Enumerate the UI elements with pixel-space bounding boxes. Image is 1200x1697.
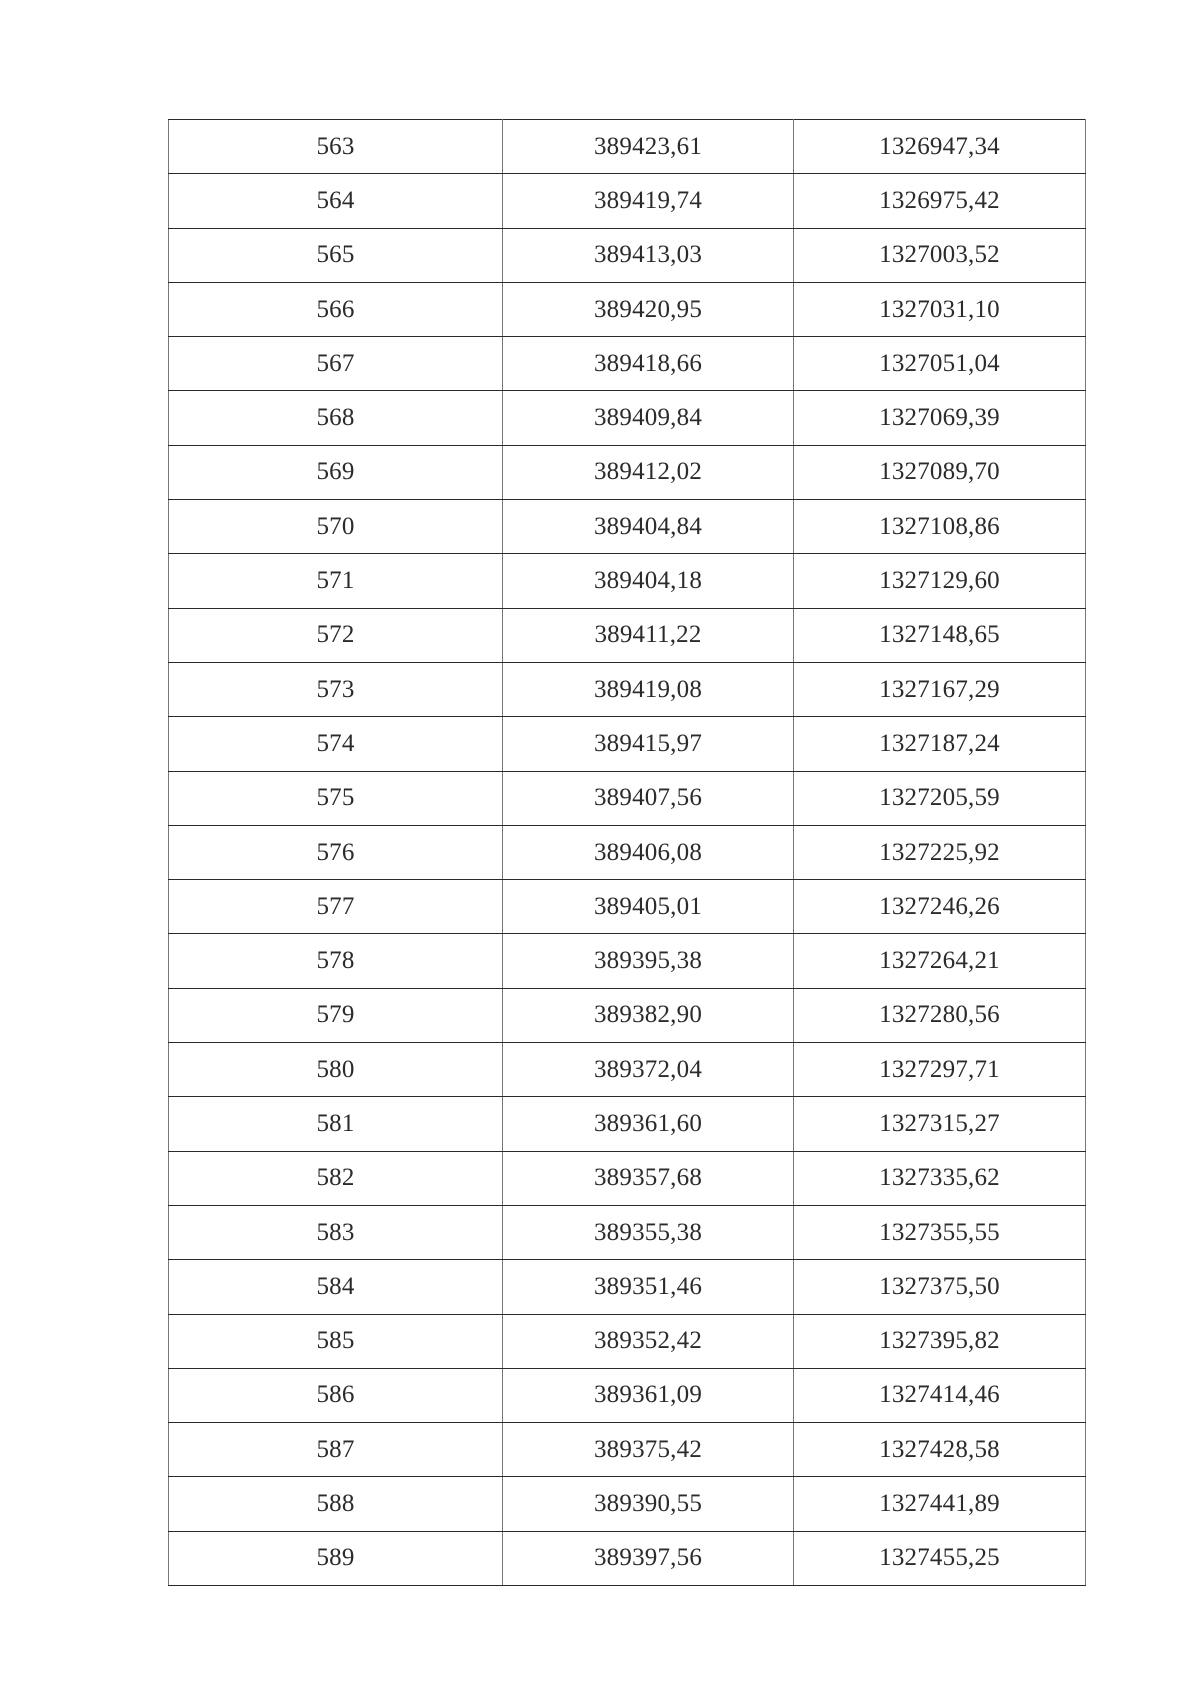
table-row (169, 282, 1086, 336)
point-number-cell: 563 (169, 120, 503, 174)
y-coordinate-cell: 1327428,58 (794, 1423, 1086, 1477)
x-coordinate-cell: 389361,60 (503, 1097, 794, 1151)
table-row (169, 391, 1086, 445)
y-coordinate-cell: 1327395,82 (794, 1314, 1086, 1368)
table-row (169, 662, 1086, 716)
point-number-cell: 584 (169, 1260, 503, 1314)
point-number-cell: 582 (169, 1151, 503, 1205)
table-row (169, 1477, 1086, 1531)
table-row (169, 717, 1086, 771)
point-number-cell: 585 (169, 1314, 503, 1368)
point-number-cell: 575 (169, 771, 503, 825)
point-number-cell: 569 (169, 445, 503, 499)
table-row (169, 1151, 1086, 1205)
x-coordinate-cell: 389357,68 (503, 1151, 794, 1205)
table-row (169, 1260, 1086, 1314)
y-coordinate-cell: 1327335,62 (794, 1151, 1086, 1205)
table-row (169, 337, 1086, 391)
x-coordinate-cell: 389352,42 (503, 1314, 794, 1368)
table-row (169, 174, 1086, 228)
point-number-cell: 588 (169, 1477, 503, 1531)
x-coordinate-cell: 389351,46 (503, 1260, 794, 1314)
point-number-cell: 580 (169, 1043, 503, 1097)
x-coordinate-cell: 389411,22 (503, 608, 794, 662)
y-coordinate-cell: 1327315,27 (794, 1097, 1086, 1151)
y-coordinate-cell: 1327051,04 (794, 337, 1086, 391)
y-coordinate-cell: 1327069,39 (794, 391, 1086, 445)
y-coordinate-cell: 1326947,34 (794, 120, 1086, 174)
table-row (169, 608, 1086, 662)
x-coordinate-cell: 389397,56 (503, 1531, 794, 1585)
y-coordinate-cell: 1327375,50 (794, 1260, 1086, 1314)
table-row (169, 880, 1086, 934)
point-number-cell: 566 (169, 282, 503, 336)
point-number-cell: 577 (169, 880, 503, 934)
point-number-cell: 589 (169, 1531, 503, 1585)
table-row (169, 1423, 1086, 1477)
y-coordinate-cell: 1327264,21 (794, 934, 1086, 988)
x-coordinate-cell: 389420,95 (503, 282, 794, 336)
y-coordinate-cell: 1327246,26 (794, 880, 1086, 934)
x-coordinate-cell: 389418,66 (503, 337, 794, 391)
point-number-cell: 567 (169, 337, 503, 391)
y-coordinate-cell: 1327414,46 (794, 1368, 1086, 1422)
point-number-cell: 579 (169, 988, 503, 1042)
y-coordinate-cell: 1327205,59 (794, 771, 1086, 825)
y-coordinate-cell: 1327148,65 (794, 608, 1086, 662)
x-coordinate-cell: 389395,38 (503, 934, 794, 988)
x-coordinate-cell: 389390,55 (503, 1477, 794, 1531)
x-coordinate-cell: 389413,03 (503, 228, 794, 282)
table-row (169, 1043, 1086, 1097)
point-number-cell: 564 (169, 174, 503, 228)
coordinates-table-body (169, 120, 1086, 1586)
x-coordinate-cell: 389412,02 (503, 445, 794, 499)
x-coordinate-cell: 389415,97 (503, 717, 794, 771)
table-row (169, 1205, 1086, 1259)
point-number-cell: 578 (169, 934, 503, 988)
x-coordinate-cell: 389404,84 (503, 500, 794, 554)
table-row (169, 771, 1086, 825)
point-number-cell: 576 (169, 825, 503, 879)
point-number-cell: 571 (169, 554, 503, 608)
x-coordinate-cell: 389361,09 (503, 1368, 794, 1422)
x-coordinate-cell: 389355,38 (503, 1205, 794, 1259)
x-coordinate-cell: 389419,08 (503, 662, 794, 716)
table-row (169, 934, 1086, 988)
table-row (169, 1531, 1086, 1585)
x-coordinate-cell: 389409,84 (503, 391, 794, 445)
table-row (169, 554, 1086, 608)
y-coordinate-cell: 1327280,56 (794, 988, 1086, 1042)
y-coordinate-cell: 1327003,52 (794, 228, 1086, 282)
point-number-cell: 574 (169, 717, 503, 771)
y-coordinate-cell: 1327455,25 (794, 1531, 1086, 1585)
point-number-cell: 570 (169, 500, 503, 554)
x-coordinate-cell: 389407,56 (503, 771, 794, 825)
y-coordinate-cell: 1327129,60 (794, 554, 1086, 608)
x-coordinate-cell: 389404,18 (503, 554, 794, 608)
x-coordinate-cell: 389419,74 (503, 174, 794, 228)
x-coordinate-cell: 389372,04 (503, 1043, 794, 1097)
point-number-cell: 568 (169, 391, 503, 445)
point-number-cell: 583 (169, 1205, 503, 1259)
y-coordinate-cell: 1327089,70 (794, 445, 1086, 499)
table-row (169, 1368, 1086, 1422)
table-row (169, 500, 1086, 554)
coordinates-table (168, 119, 1086, 1586)
table-row (169, 1097, 1086, 1151)
y-coordinate-cell: 1327167,29 (794, 662, 1086, 716)
table-row (169, 120, 1086, 174)
y-coordinate-cell: 1327031,10 (794, 282, 1086, 336)
y-coordinate-cell: 1327225,92 (794, 825, 1086, 879)
y-coordinate-cell: 1327441,89 (794, 1477, 1086, 1531)
x-coordinate-cell: 389405,01 (503, 880, 794, 934)
x-coordinate-cell: 389375,42 (503, 1423, 794, 1477)
y-coordinate-cell: 1327355,55 (794, 1205, 1086, 1259)
y-coordinate-cell: 1327187,24 (794, 717, 1086, 771)
y-coordinate-cell: 1327108,86 (794, 500, 1086, 554)
point-number-cell: 581 (169, 1097, 503, 1151)
point-number-cell: 572 (169, 608, 503, 662)
x-coordinate-cell: 389406,08 (503, 825, 794, 879)
point-number-cell: 573 (169, 662, 503, 716)
point-number-cell: 565 (169, 228, 503, 282)
point-number-cell: 586 (169, 1368, 503, 1422)
table-row (169, 988, 1086, 1042)
x-coordinate-cell: 389382,90 (503, 988, 794, 1042)
table-row (169, 228, 1086, 282)
point-number-cell: 587 (169, 1423, 503, 1477)
table-row (169, 445, 1086, 499)
y-coordinate-cell: 1327297,71 (794, 1043, 1086, 1097)
table-row (169, 825, 1086, 879)
y-coordinate-cell: 1326975,42 (794, 174, 1086, 228)
x-coordinate-cell: 389423,61 (503, 120, 794, 174)
table-row (169, 1314, 1086, 1368)
